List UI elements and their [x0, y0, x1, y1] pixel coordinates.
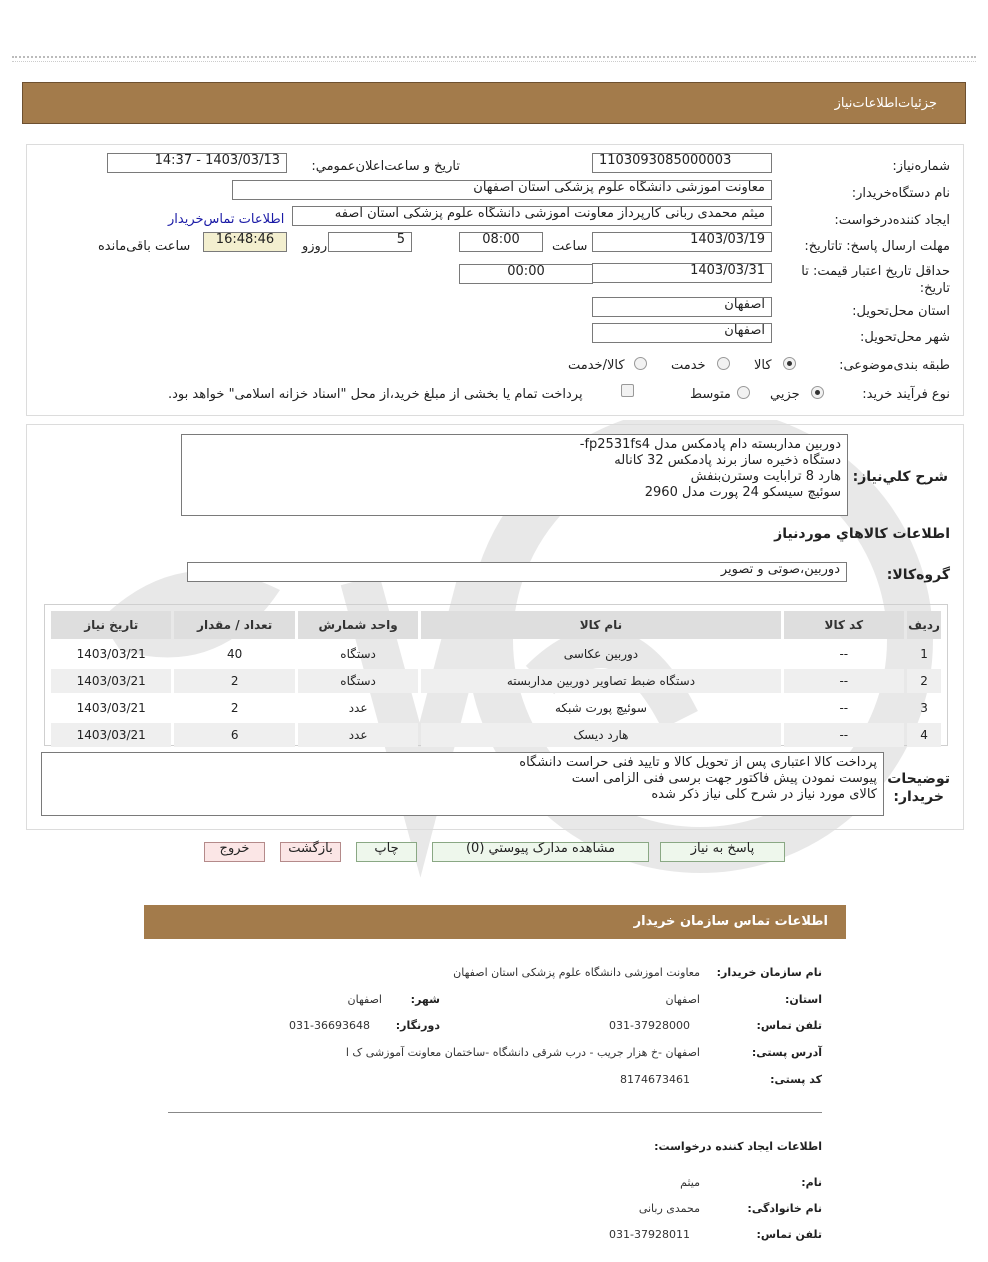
- creator-name-value: میثم: [680, 1176, 700, 1189]
- description-line-2: دستگاه ذخیره ساز برند پادمکس 32 کاناله: [614, 453, 841, 468]
- category-radio-goods[interactable]: [783, 357, 796, 370]
- remaining-label: ساعت باقی‌مانده: [98, 239, 191, 254]
- goods-group-field: دوربین،صوتی و تصویر: [187, 562, 847, 582]
- description-line-1: دوربین مداربسته دام پادمکس مدل fp2531fs4-: [579, 437, 841, 452]
- goods-section-title: اطلاعات کالاهاي موردنیاز: [774, 526, 950, 542]
- validity-time-field: 00:00: [459, 264, 593, 284]
- cell-name: سوئیچ پورت شبکه: [554, 701, 647, 715]
- contact-header: [144, 905, 846, 939]
- contact-postal-value: 8174673461: [620, 1073, 690, 1086]
- buyer-notes-box: [41, 752, 884, 816]
- cell-date: 1403/03/21: [51, 723, 171, 747]
- contact-divider: [168, 1112, 822, 1113]
- buyer-notes-label-line1: توضیحات: [887, 771, 950, 787]
- contact-postal-label: کد پستی:: [770, 1073, 822, 1086]
- contact-org-value: معاونت اموزشی دانشگاه علوم پزشکی استان اصفهان: [453, 966, 700, 979]
- contact-title: اطلاعات تماس سازمان خریدار: [633, 914, 828, 929]
- col-qty: تعداد / مقدار: [174, 611, 294, 639]
- cell-unit: دستگاه: [298, 669, 418, 693]
- city-label: شهر محل‌تحویل:: [860, 330, 950, 345]
- days-label: روزو: [302, 239, 328, 254]
- table-row: [51, 723, 941, 747]
- category-radio-both[interactable]: [634, 357, 647, 370]
- cell-date: 1403/03/21: [51, 669, 171, 693]
- city-field: اصفهان: [592, 323, 772, 343]
- deadline-date-field: 1403/03/19: [592, 232, 772, 252]
- category-option-both: کالا/خدمت: [568, 358, 625, 373]
- purchase-option-medium: متوسط: [690, 387, 731, 402]
- cell-qty: 2: [174, 669, 294, 693]
- deadline-time-field: 08:00: [459, 232, 543, 252]
- category-label: طبقه بندی‌موضوعی:: [839, 358, 950, 373]
- need-number-field: 1103093085000003: [592, 153, 772, 173]
- treasury-checkbox[interactable]: [621, 384, 634, 397]
- contact-province-label: استان:: [785, 993, 822, 1006]
- cell-name: دستگاه ضبط تصاویر دوربین مداربسته: [421, 669, 780, 693]
- announce-label: تاریخ و ساعت‌اعلان‌عمومي:: [311, 159, 460, 174]
- contact-phone-label: تلفن تماس:: [756, 1019, 822, 1032]
- items-table-header: [51, 611, 941, 639]
- validity-date-field: 1403/03/31: [592, 263, 772, 283]
- cell-name: هارد دیسک: [421, 723, 780, 747]
- contact-phone-value: 031-37928000: [609, 1019, 690, 1032]
- category-option-goods: کالا: [754, 358, 772, 373]
- creator-family-label: نام خانوادگی:: [747, 1202, 822, 1215]
- cell-date: 1403/03/21: [76, 647, 146, 661]
- exit-button[interactable]: خروج: [204, 842, 265, 862]
- creator-field: میثم محمدی ربانی کارپرداز معاونت آموزشی دانشگاه علوم پزشکی استان اصفه: [292, 206, 772, 226]
- col-name: نام کالا: [421, 611, 780, 639]
- back-button[interactable]: بازگشت: [280, 842, 341, 862]
- contact-org-label: نام سازمان خریدار:: [716, 966, 822, 979]
- buyer-org-field: معاونت آموزشی دانشگاه علوم پزشکی استان اصفهان: [232, 180, 772, 200]
- contact-fax-value: 031-36693648: [289, 1019, 370, 1032]
- cell-name: دوربین عکاسی: [563, 647, 639, 661]
- reply-button[interactable]: پاسخ به نیاز: [660, 842, 785, 862]
- items-table: [48, 608, 944, 750]
- buyer-org-label: نام دستگاه‌خریدار:: [851, 186, 950, 201]
- creator-family-value: محمدی ربانی: [638, 1202, 700, 1215]
- province-label: استان محل‌تحویل:: [852, 304, 950, 319]
- province-field: اصفهان: [592, 297, 772, 317]
- purchase-radio-partial[interactable]: [811, 386, 824, 399]
- cell-unit: دستگاه: [340, 647, 376, 661]
- category-radio-service[interactable]: [717, 357, 730, 370]
- description-line-3: هارد 8 ترابایت وسترن‌بنفش: [690, 469, 841, 484]
- attachments-button[interactable]: مشاهده مدارک پیوستي (0): [432, 842, 649, 862]
- category-option-service: خدمت: [671, 358, 706, 373]
- cell-code: --: [784, 669, 904, 693]
- contact-address-label: آدرس پستی:: [751, 1046, 822, 1059]
- purchase-radio-medium[interactable]: [737, 386, 750, 399]
- cell-qty: 6: [174, 723, 294, 747]
- col-date: تاریخ نیاز: [51, 611, 171, 639]
- description-line-4: سوئیچ سیسکو 24 پورت مدل 2960: [644, 485, 841, 500]
- validity-label-line1: [790, 263, 950, 297]
- announce-field: 1403/03/13 - 14:37: [107, 153, 287, 173]
- buyer-notes-line-3: کالای مورد نیاز در شرح کلی نیاز ذکر شده: [651, 787, 877, 802]
- buyer-notes-line-1: پرداخت کالا اعتباری پس از تحویل کالا و تایید فنی حراست دانشگاه: [519, 755, 877, 770]
- goods-group-label: گروه‌کالا:: [886, 567, 950, 583]
- cell-row: 3: [920, 701, 928, 715]
- buyer-notes-line-2: پیوست نمودن پیش فاکتور جهت برسی فنی الزامی است: [571, 771, 877, 786]
- buyer-notes-label-line2: خریدار:: [893, 789, 944, 805]
- cell-code: --: [839, 647, 849, 661]
- validity-label: حداقل تاریخ اعتبار قیمت: تا تاریخ:: [801, 264, 950, 296]
- top-dotted-line: [12, 56, 976, 58]
- creator-phone-value: 031-37928011: [609, 1228, 690, 1241]
- contact-buyer-link[interactable]: اطلاعات تماس‌خریدار: [168, 212, 285, 227]
- cell-row: 4: [907, 723, 941, 747]
- need-number-label: شماره‌نیاز:: [892, 159, 950, 174]
- contact-city-value: اصفهان: [347, 993, 382, 1006]
- cell-row: 1: [920, 647, 928, 661]
- days-field: 5: [328, 232, 412, 252]
- cell-qty: 2: [230, 701, 239, 715]
- col-code: کد کالا: [784, 611, 904, 639]
- purchase-option-partial: جزیي: [770, 387, 800, 402]
- creator-info-title: اطلاعات ایجاد کننده درخواست:: [654, 1140, 822, 1153]
- creator-name-label: نام:: [801, 1176, 822, 1189]
- top-dotted-line-2: [12, 61, 976, 62]
- contact-fax-label: دورنگار:: [395, 1019, 440, 1032]
- description-box: [181, 434, 848, 516]
- cell-date: 1403/03/21: [76, 701, 146, 715]
- cell-unit: عدد: [348, 701, 368, 715]
- deadline-label: مهلت ارسال پاسخ: تاتاریخ:: [804, 239, 950, 254]
- cell-unit: عدد: [298, 723, 418, 747]
- cell-code: --: [839, 701, 849, 715]
- table-row: [51, 642, 941, 666]
- cell-row: 2: [907, 669, 941, 693]
- remaining-time-field: 16:48:46: [203, 232, 287, 252]
- buyer-notes-label: [887, 770, 950, 806]
- table-row: [51, 669, 941, 693]
- purchase-label: نوع فرآیند خرید:: [862, 387, 950, 402]
- col-row: ردیف: [907, 611, 941, 639]
- table-row: [51, 696, 941, 720]
- cell-code: --: [784, 723, 904, 747]
- page-title: جزئیات‌اطلاعات‌نیاز: [834, 96, 937, 111]
- contact-province-value: اصفهان: [665, 993, 700, 1006]
- deadline-time-label: ساعت: [552, 239, 588, 254]
- treasury-note: پرداخت تمام یا بخشی از مبلغ خرید،از محل "اسناد خزانه اسلامی" خواهد بود.: [168, 387, 583, 402]
- creator-phone-label: تلفن تماس:: [756, 1228, 822, 1241]
- col-unit: واحد شمارش: [298, 611, 418, 639]
- contact-address-value: اصفهان -خ هزار جریب - درب شرقی دانشگاه -ساختمان معاونت آموزشی ک ا: [345, 1046, 700, 1059]
- page-header: [22, 82, 966, 124]
- description-label: شرح کلي‌نیاز:: [852, 469, 948, 485]
- print-button[interactable]: چاپ: [356, 842, 417, 862]
- cell-qty: 40: [227, 647, 243, 661]
- creator-label: ایجاد کننده‌درخواست:: [834, 213, 950, 228]
- contact-city-label: شهر:: [410, 993, 440, 1006]
